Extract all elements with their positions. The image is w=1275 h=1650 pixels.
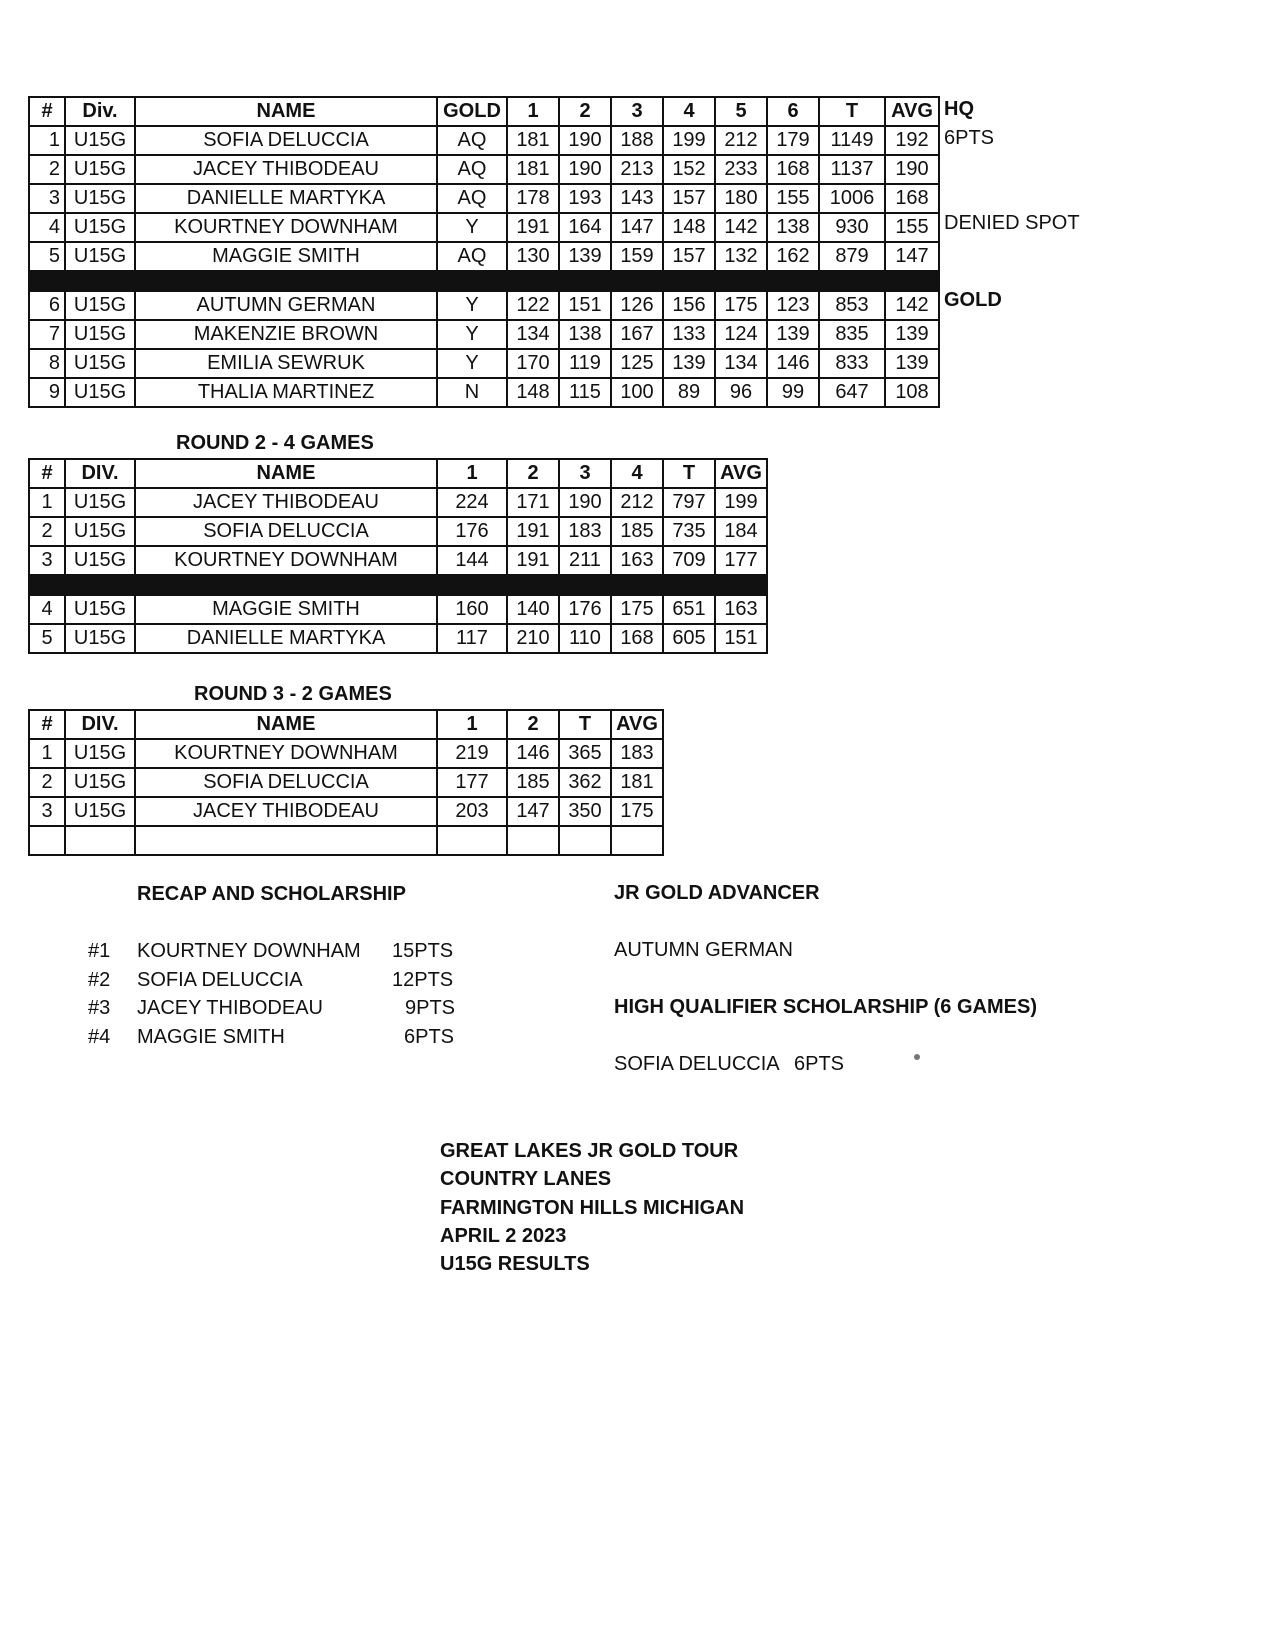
round2-body-top [29, 488, 767, 575]
table-cell [135, 826, 437, 855]
table-cell: 134 [507, 320, 559, 349]
col-header: 6 [767, 97, 819, 126]
scan-speck [914, 1054, 920, 1060]
table-cell: 176 [437, 517, 507, 546]
table-cell: U15G [65, 213, 135, 242]
table-cell: U15G [65, 155, 135, 184]
table-cell: 164 [559, 213, 611, 242]
table-cell: Y [437, 291, 507, 320]
round1-separator [29, 271, 939, 291]
table-cell: 213 [611, 155, 663, 184]
table-cell: 212 [715, 126, 767, 155]
recap-item [88, 940, 110, 963]
table-row [29, 126, 939, 155]
table-cell: 89 [663, 378, 715, 407]
col-header: 1 [437, 710, 507, 739]
table-cell: 122 [507, 291, 559, 320]
table-cell: KOURTNEY DOWNHAM [135, 213, 437, 242]
table-cell: 193 [559, 184, 611, 213]
table-cell: 2 [29, 517, 65, 546]
col-header: T [819, 97, 885, 126]
recap-name: SOFIA DELUCCIA [137, 969, 303, 991]
table-cell: 148 [507, 378, 559, 407]
table-row [29, 291, 939, 320]
table-cell: U15G [65, 349, 135, 378]
table-cell: Y [437, 213, 507, 242]
table-cell: 170 [507, 349, 559, 378]
table-cell: 100 [611, 378, 663, 407]
table-row [29, 546, 767, 575]
recap-rank: #2 [88, 969, 111, 991]
col-header: 2 [507, 710, 559, 739]
table-cell: 4 [29, 595, 65, 624]
table-cell: 144 [437, 546, 507, 575]
table-cell: 110 [559, 624, 611, 653]
event-date: APRIL 2 2023 [440, 1225, 567, 1247]
table-cell: 185 [611, 517, 663, 546]
table-cell: 175 [611, 797, 663, 826]
table-cell: AUTUMN GERMAN [135, 291, 437, 320]
table-cell: 168 [767, 155, 819, 184]
table-cell: MAKENZIE BROWN [135, 320, 437, 349]
event-tour: GREAT LAKES JR GOLD TOUR [440, 1140, 739, 1162]
table-cell: 651 [663, 595, 715, 624]
table-cell: U15G [65, 184, 135, 213]
table-cell: 192 [885, 126, 939, 155]
table-cell: 155 [885, 213, 939, 242]
table-cell: 191 [507, 213, 559, 242]
table-cell: 178 [507, 184, 559, 213]
table-cell: 171 [507, 488, 559, 517]
table-cell: 6 [29, 291, 65, 320]
table-cell: 191 [507, 546, 559, 575]
table-cell: 99 [767, 378, 819, 407]
col-header: GOLD [437, 97, 507, 126]
col-header: NAME [135, 459, 437, 488]
table-cell: KOURTNEY DOWNHAM [135, 546, 437, 575]
table-cell: 184 [715, 517, 767, 546]
table-cell: 176 [559, 595, 611, 624]
table-cell: 1 [29, 126, 65, 155]
table-cell: 96 [715, 378, 767, 407]
col-header: 4 [611, 459, 663, 488]
table-cell: 199 [663, 126, 715, 155]
table-cell: 139 [885, 349, 939, 378]
hq-scholarship-points: 6PTS [794, 1053, 845, 1075]
table-cell: U15G [65, 768, 135, 797]
table-cell: 175 [611, 595, 663, 624]
recap-item [88, 997, 110, 1020]
table-cell: 181 [507, 155, 559, 184]
recap-item [88, 1026, 110, 1049]
round2-table [28, 458, 768, 654]
table-cell: 168 [611, 624, 663, 653]
table-cell: Y [437, 320, 507, 349]
col-header: 3 [559, 459, 611, 488]
round2-title: ROUND 2 - 4 GAMES [176, 432, 374, 454]
hq-column-label: HQ [944, 98, 974, 120]
table-cell: U15G [65, 242, 135, 271]
recap-name: MAGGIE SMITH [137, 1026, 285, 1048]
table-cell: 142 [715, 213, 767, 242]
table-cell: U15G [65, 488, 135, 517]
hq-scholarship-name: SOFIA DELUCCIA [614, 1053, 780, 1075]
table-cell [65, 826, 135, 855]
table-row [29, 624, 767, 653]
hq-points-note: 6PTS [944, 127, 995, 149]
table-cell: THALIA MARTINEZ [135, 378, 437, 407]
recap-name: KOURTNEY DOWNHAM [137, 940, 361, 962]
table-cell: 167 [611, 320, 663, 349]
table-cell: 177 [437, 768, 507, 797]
table-cell: 735 [663, 517, 715, 546]
table-cell: MAGGIE SMITH [135, 595, 437, 624]
table-cell: 175 [715, 291, 767, 320]
table-row [29, 213, 939, 242]
table-row [29, 242, 939, 271]
table-cell [611, 826, 663, 855]
table-cell: U15G [65, 378, 135, 407]
table-cell: 181 [611, 768, 663, 797]
table-cell: 146 [507, 739, 559, 768]
table-cell: 156 [663, 291, 715, 320]
round3-body [29, 739, 663, 855]
table-cell: 605 [663, 624, 715, 653]
table-cell: MAGGIE SMITH [135, 242, 437, 271]
table-cell: 143 [611, 184, 663, 213]
table-cell: 2 [29, 768, 65, 797]
table-cell: 117 [437, 624, 507, 653]
round2-header [29, 459, 767, 488]
table-cell: 833 [819, 349, 885, 378]
table-cell: 211 [559, 546, 611, 575]
table-cell: 159 [611, 242, 663, 271]
recap-rank: #4 [88, 1026, 111, 1048]
table-cell: U15G [65, 624, 135, 653]
round2-body-bottom [29, 595, 767, 653]
table-cell: SOFIA DELUCCIA [135, 768, 437, 797]
table-cell: 139 [663, 349, 715, 378]
table-cell: 188 [611, 126, 663, 155]
table-cell: U15G [65, 546, 135, 575]
table-row [29, 797, 663, 826]
col-header: 1 [507, 97, 559, 126]
table-cell: 2 [29, 155, 65, 184]
table-cell: 183 [559, 517, 611, 546]
table-row [29, 378, 939, 407]
table-cell: AQ [437, 184, 507, 213]
table-cell: 126 [611, 291, 663, 320]
table-cell: 179 [767, 126, 819, 155]
table-cell: U15G [65, 595, 135, 624]
table-cell: 180 [715, 184, 767, 213]
table-row [29, 826, 663, 855]
table-cell: 5 [29, 624, 65, 653]
table-cell: 853 [819, 291, 885, 320]
col-header: NAME [135, 97, 437, 126]
round3-table [28, 709, 664, 856]
table-cell: DANIELLE MARTYKA [135, 184, 437, 213]
table-cell: U15G [65, 797, 135, 826]
advancer-title: JR GOLD ADVANCER [614, 882, 820, 904]
table-cell: 162 [767, 242, 819, 271]
table-cell: 130 [507, 242, 559, 271]
table-cell: 362 [559, 768, 611, 797]
table-cell: 190 [885, 155, 939, 184]
col-header: # [29, 97, 65, 126]
table-cell: 147 [885, 242, 939, 271]
table-cell: U15G [65, 517, 135, 546]
table-row [29, 155, 939, 184]
event-venue: COUNTRY LANES [440, 1168, 612, 1190]
table-cell: KOURTNEY DOWNHAM [135, 739, 437, 768]
table-cell: 3 [29, 546, 65, 575]
table-cell: 151 [559, 291, 611, 320]
table-cell: U15G [65, 291, 135, 320]
table-cell: 1 [29, 488, 65, 517]
col-header: Div. [65, 97, 135, 126]
table-cell: 115 [559, 378, 611, 407]
table-cell: 119 [559, 349, 611, 378]
round1-table [28, 96, 940, 408]
table-cell: 8 [29, 349, 65, 378]
table-cell: 134 [715, 349, 767, 378]
recap-item [88, 969, 110, 992]
table-cell: DANIELLE MARTYKA [135, 624, 437, 653]
table-cell: 219 [437, 739, 507, 768]
table-row [29, 517, 767, 546]
col-header: AVG [885, 97, 939, 126]
table-cell: 138 [767, 213, 819, 242]
table-cell: 138 [559, 320, 611, 349]
table-cell: 210 [507, 624, 559, 653]
table-row [29, 320, 939, 349]
table-cell: 190 [559, 488, 611, 517]
table-cell: 139 [559, 242, 611, 271]
table-cell: SOFIA DELUCCIA [135, 126, 437, 155]
table-row [29, 739, 663, 768]
table-cell: 177 [715, 546, 767, 575]
table-cell: SOFIA DELUCCIA [135, 517, 437, 546]
table-cell: 191 [507, 517, 559, 546]
table-cell: 147 [611, 213, 663, 242]
recap-points: 6PTS [404, 1026, 455, 1048]
round2-separator [29, 575, 767, 595]
table-cell: 152 [663, 155, 715, 184]
table-cell: 3 [29, 184, 65, 213]
table-cell [29, 826, 65, 855]
table-cell: 233 [715, 155, 767, 184]
table-row [29, 488, 767, 517]
table-cell: 7 [29, 320, 65, 349]
table-cell: 123 [767, 291, 819, 320]
table-cell: Y [437, 349, 507, 378]
table-cell: JACEY THIBODEAU [135, 155, 437, 184]
round3-header [29, 710, 663, 739]
table-row [29, 768, 663, 797]
table-cell [559, 826, 611, 855]
recap-points: 9PTS [405, 997, 456, 1019]
table-cell: U15G [65, 320, 135, 349]
col-header: T [559, 710, 611, 739]
table-cell: 190 [559, 126, 611, 155]
col-header: # [29, 710, 65, 739]
col-header: AVG [611, 710, 663, 739]
table-cell: 142 [885, 291, 939, 320]
hq-scholarship-title: HIGH QUALIFIER SCHOLARSHIP (6 GAMES) [614, 996, 1037, 1018]
table-cell: JACEY THIBODEAU [135, 488, 437, 517]
table-row [29, 184, 939, 213]
col-header: T [663, 459, 715, 488]
table-cell: 168 [885, 184, 939, 213]
table-cell: 647 [819, 378, 885, 407]
table-cell: 835 [819, 320, 885, 349]
table-cell: 1149 [819, 126, 885, 155]
col-header: DIV. [65, 459, 135, 488]
round1-body-top [29, 126, 939, 271]
table-cell: 185 [507, 768, 559, 797]
table-cell: 140 [507, 595, 559, 624]
table-cell: 181 [507, 126, 559, 155]
event-division: U15G RESULTS [440, 1253, 590, 1275]
table-cell: 350 [559, 797, 611, 826]
col-header: DIV. [65, 710, 135, 739]
table-cell: 9 [29, 378, 65, 407]
table-cell: AQ [437, 155, 507, 184]
table-cell: 157 [663, 184, 715, 213]
table-cell: 212 [611, 488, 663, 517]
table-cell: 108 [885, 378, 939, 407]
round1-body-bottom [29, 291, 939, 407]
gold-note: GOLD [944, 289, 1002, 311]
table-cell: 1006 [819, 184, 885, 213]
denied-spot-note: DENIED SPOT [944, 212, 1080, 234]
col-header: NAME [135, 710, 437, 739]
table-row [29, 349, 939, 378]
table-cell: 148 [663, 213, 715, 242]
table-cell: 147 [507, 797, 559, 826]
event-location: FARMINGTON HILLS MICHIGAN [440, 1197, 745, 1219]
table-cell: 160 [437, 595, 507, 624]
table-cell [437, 826, 507, 855]
table-cell: 146 [767, 349, 819, 378]
table-cell: 183 [611, 739, 663, 768]
col-header: 1 [437, 459, 507, 488]
table-cell: U15G [65, 126, 135, 155]
recap-title: RECAP AND SCHOLARSHIP [137, 883, 406, 905]
table-cell: U15G [65, 739, 135, 768]
table-cell: AQ [437, 126, 507, 155]
col-header: AVG [715, 459, 767, 488]
col-header: 2 [559, 97, 611, 126]
table-cell: 3 [29, 797, 65, 826]
recap-name: JACEY THIBODEAU [137, 997, 323, 1019]
table-cell: 125 [611, 349, 663, 378]
table-cell: 132 [715, 242, 767, 271]
table-cell: 190 [559, 155, 611, 184]
table-cell: 133 [663, 320, 715, 349]
table-cell: 224 [437, 488, 507, 517]
table-cell [507, 826, 559, 855]
table-cell: 4 [29, 213, 65, 242]
table-cell: 1137 [819, 155, 885, 184]
table-cell: JACEY THIBODEAU [135, 797, 437, 826]
table-cell: 199 [715, 488, 767, 517]
col-header: # [29, 459, 65, 488]
table-cell: N [437, 378, 507, 407]
table-row [29, 595, 767, 624]
recap-points: 15PTS [392, 940, 454, 962]
col-header: 4 [663, 97, 715, 126]
table-cell: EMILIA SEWRUK [135, 349, 437, 378]
table-cell: 151 [715, 624, 767, 653]
table-cell: 1 [29, 739, 65, 768]
table-cell: 163 [715, 595, 767, 624]
round1-header [29, 97, 939, 126]
recap-rank: #1 [88, 940, 111, 962]
recap-rank: #3 [88, 997, 111, 1019]
table-cell: 709 [663, 546, 715, 575]
table-cell: 124 [715, 320, 767, 349]
table-cell: 157 [663, 242, 715, 271]
table-cell: AQ [437, 242, 507, 271]
table-cell: 203 [437, 797, 507, 826]
col-header: 2 [507, 459, 559, 488]
advancer-name: AUTUMN GERMAN [614, 939, 793, 961]
col-header: 3 [611, 97, 663, 126]
table-cell: 139 [885, 320, 939, 349]
table-cell: 797 [663, 488, 715, 517]
table-cell: 5 [29, 242, 65, 271]
round3-title: ROUND 3 - 2 GAMES [194, 683, 392, 705]
table-cell: 365 [559, 739, 611, 768]
col-header: 5 [715, 97, 767, 126]
recap-points: 12PTS [392, 969, 454, 991]
table-cell: 163 [611, 546, 663, 575]
table-cell: 155 [767, 184, 819, 213]
table-cell: 139 [767, 320, 819, 349]
table-cell: 879 [819, 242, 885, 271]
table-cell: 930 [819, 213, 885, 242]
